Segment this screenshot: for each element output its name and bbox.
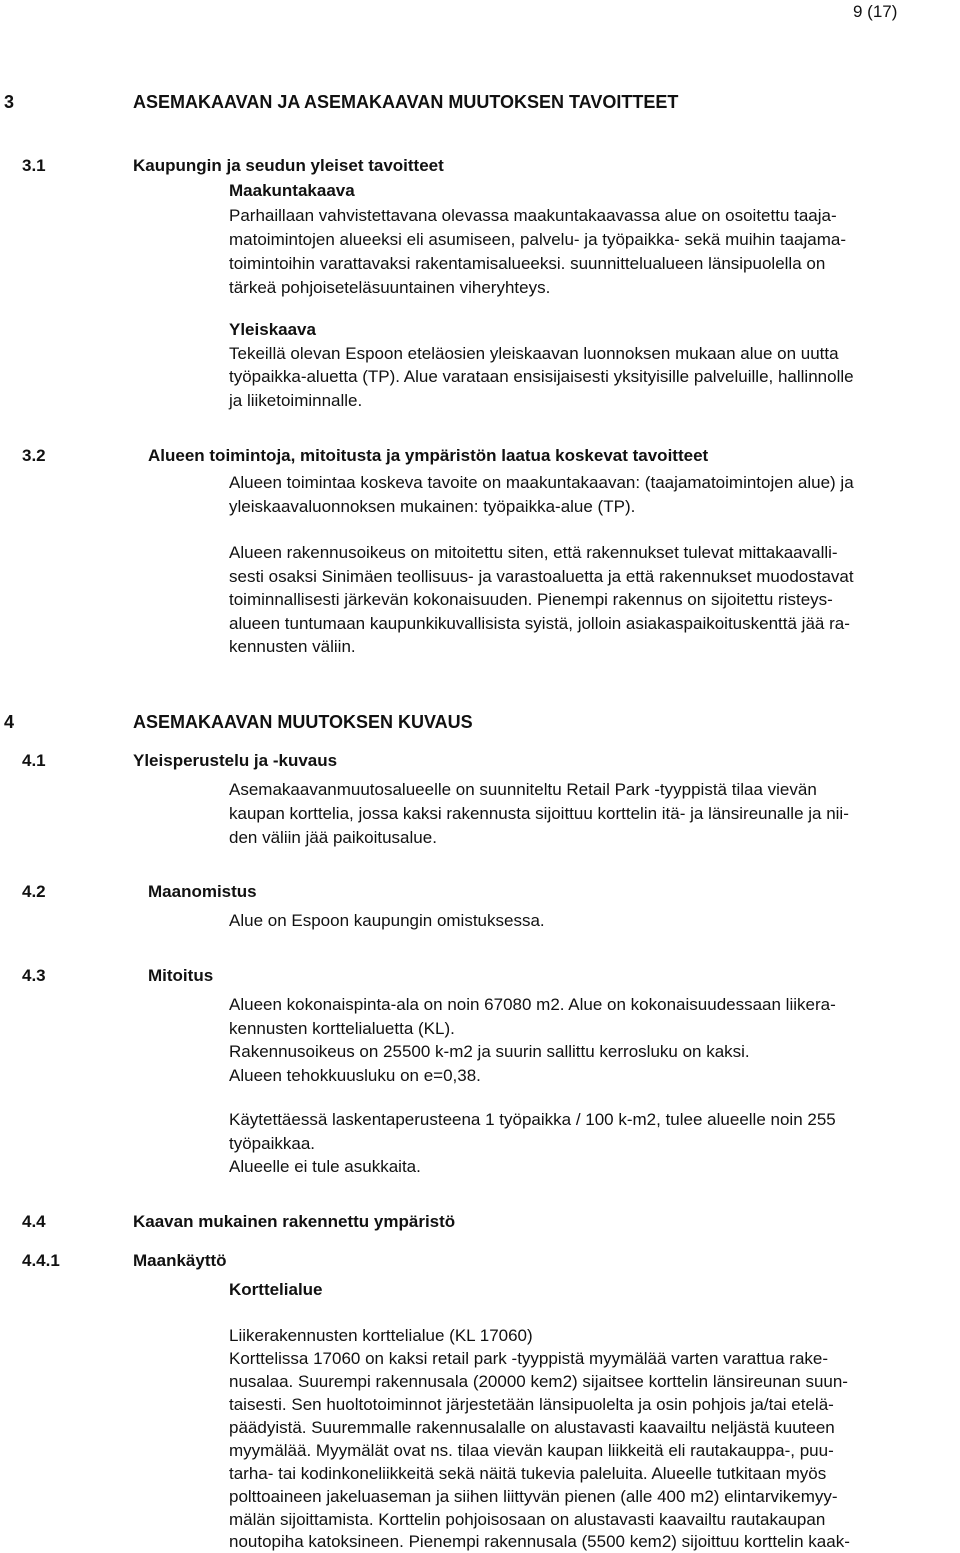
paragraph-line: Alueen kokonaispinta-ala on noin 67080 m2. Alue on kokonaisuudessaan liikera- [229,995,836,1014]
section-4-2-number: 4.2 [22,882,46,901]
paragraph-line: ja liiketoiminnalle. [229,391,363,410]
paragraph-line: päädyistä. Suuremmalle rakennusalalle on alustavasti kaavailtu neljästä kuuteen [229,1418,835,1437]
section-4-2-title: Maanomistus [148,882,257,901]
section-4-4-1-title: Maankäyttö [133,1251,227,1270]
section-3-2-title: Alueen toimintoja, mitoitusta ja ympäristön laatua koskevat tavoitteet [148,446,709,465]
page-number: 9 (17) [853,2,898,21]
paragraph-line: alueen tuntumaan kaupunkikuvallisista syistä, jolloin asiakaspaikoituskenttä jää ra- [229,614,850,633]
paragraph-line: toiminnallisesti järkevän kokonaisuuden. Pienempi rakennus on sijoitettu risteys- [229,590,833,609]
maakuntakaava-heading: Maakuntakaava [229,181,355,200]
paragraph-line: noutopiha katoksineen. Pienempi rakennusala (5500 kem2) sijoittuu korttelin kaak- [229,1532,850,1551]
section-4-4-1-number: 4.4.1 [22,1251,60,1270]
section-4-title: ASEMAKAAVAN MUUTOKSEN KUVAUS [133,712,473,732]
paragraph-line: Rakennusoikeus on 25500 k-m2 ja suurin sallittu kerrosluku on kaksi. [229,1042,750,1061]
section-3-1-number: 3.1 [22,156,46,175]
paragraph-line: Alueelle ei tule asukkaita. [229,1157,421,1176]
paragraph-line: kaupan korttelia, jossa kaksi rakennusta sijoittuu korttelin itä- ja länsireunalle ja nii- [229,804,849,823]
paragraph-line: yleiskaavaluonnoksen mukainen: työpaikka-alue (TP). [229,497,636,516]
paragraph-line: työpaikkaa. [229,1134,315,1153]
paragraph-line: Tekeillä olevan Espoon eteläosien yleiskaavan luonnoksen mukaan alue on uutta [229,344,839,363]
yleiskaava-heading: Yleiskaava [229,320,316,339]
paragraph-line: den väliin jää paikoitusalue. [229,828,437,847]
section-3-title: ASEMAKAAVAN JA ASEMAKAAVAN MUUTOKSEN TAVOITTEET [133,92,679,112]
section-4-number: 4 [4,712,15,732]
section-4-4-number: 4.4 [22,1212,46,1231]
paragraph-line: Alueen tehokkuusluku on e=0,38. [229,1066,481,1085]
paragraph-line: Liikerakennusten korttelialue (KL 17060) [229,1326,533,1345]
paragraph-line: Käytettäessä laskentaperusteena 1 työpaikka / 100 k-m2, tulee alueelle noin 255 [229,1110,836,1129]
paragraph-line: tärkeä pohjoiseteläsuuntainen viheryhteys. [229,278,551,297]
paragraph-line: nusalaa. Suurempi rakennusala (20000 kem2) sijaitsee korttelin länsireunan suun- [229,1372,848,1391]
paragraph-line: Parhaillaan vahvistettavana olevassa maakuntakaavassa alue on osoitettu taaja- [229,206,837,225]
paragraph-line: Asemakaavanmuutosalueelle on suunniteltu Retail Park -tyyppistä tilaa vievän [229,780,817,799]
section-3-2-number: 3.2 [22,446,46,465]
paragraph-line: tarha- tai kodinkoneliikkeitä sekä näitä tukevia paleluita. Alueelle tutkitaan myös [229,1464,827,1483]
section-4-3-title: Mitoitus [148,966,214,985]
section-3-1-title: Kaupungin ja seudun yleiset tavoitteet [133,156,444,175]
section-4-1-number: 4.1 [22,751,46,770]
section-3-number: 3 [4,92,15,112]
paragraph-line: Korttelissa 17060 on kaksi retail park -tyyppistä myymälää varten varattua rake- [229,1349,829,1368]
paragraph-line: myymälää. Myymälät ovat ns. tilaa vievän kaupan liikkeitä eli rautakauppa-, puu- [229,1441,834,1460]
paragraph-line: matoimintojen alueeksi eli asumiseen, palvelu- ja työpaikka- sekä muihin taajama- [229,230,847,249]
section-4-3-number: 4.3 [22,966,46,985]
paragraph-line: työpaikka-aluetta (TP). Alue varataan ensisijaisesti yksityisille palveluille, hallinnolle [229,367,854,386]
paragraph-line: mälän sijoittamista. Korttelin pohjoisosaan on alustavasti kaavailtu rautakaupan [229,1510,826,1529]
section-4-1-title: Yleisperustelu ja -kuvaus [133,751,338,770]
paragraph-line: toimintoihin varattavaksi rakentamisalueeksi. suunnittelualueen länsipuolella on [229,254,826,273]
paragraph-line: taisesti. Sen huoltotoiminnot järjestetään länsipuolelta ja osin pohjois ja/tai etelä- [229,1395,834,1414]
section-4-4-title: Kaavan mukainen rakennettu ympäristö [133,1212,456,1231]
paragraph-line: Alueen rakennusoikeus on mitoitettu siten, että rakennukset tulevat mittakaavalli- [229,543,838,562]
paragraph-line: Alueen toimintaa koskeva tavoite on maakuntakaavan: (taajamatoimintojen alue) ja [229,473,854,492]
paragraph-line: kennusten korttelialuetta (KL). [229,1019,455,1038]
section-4-2-paragraph: Alue on Espoon kaupungin omistuksessa. [229,911,545,930]
paragraph-line: polttoaineen jakeluaseman ja siihen liittyvän pienen (alle 400 m2) elintarvikemyy- [229,1487,838,1506]
paragraph-line: kennusten väliin. [229,637,356,656]
paragraph-line: sesti osaksi Sinimäen teollisuus- ja varastoaluetta ja että rakennukset muodostavat [229,567,854,586]
korttelialue-heading: Korttelialue [229,1280,323,1299]
